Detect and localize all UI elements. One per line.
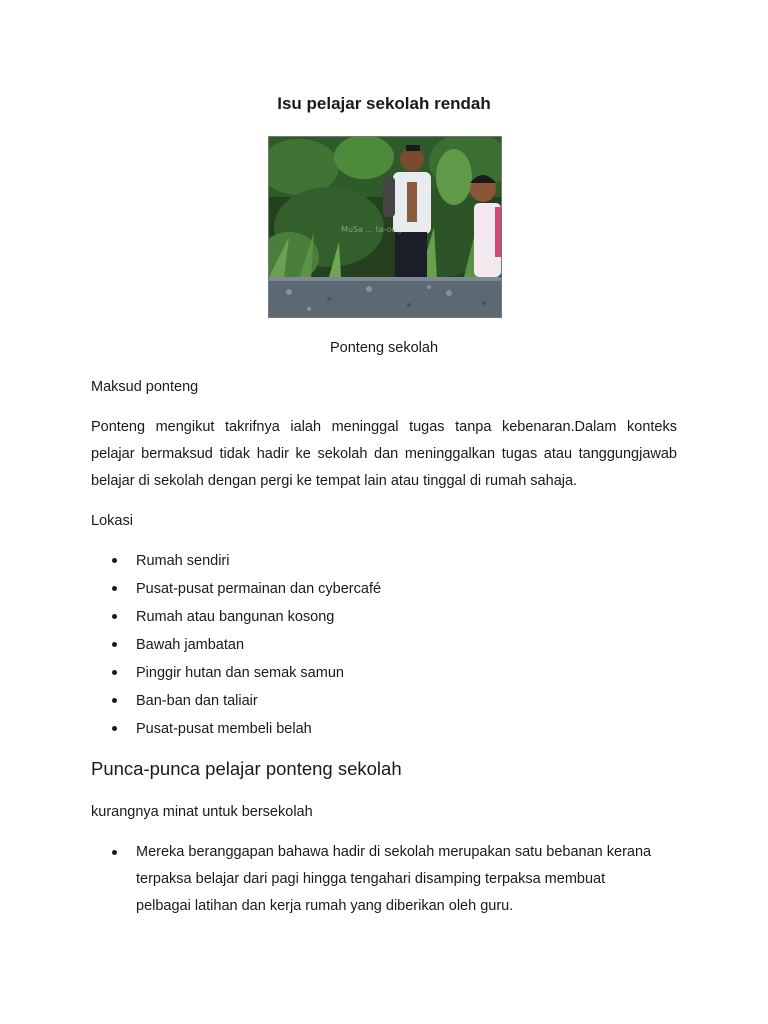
section-sublabel: kurangnya minat untuk bersekolah [91, 804, 313, 820]
section-heading-punca: Punca-punca pelajar ponteng sekolah [91, 758, 402, 779]
document-title: Isu pelajar sekolah rendah [277, 94, 491, 113]
bullet-icon [112, 642, 117, 647]
reason-text [136, 839, 677, 920]
list-item [91, 663, 381, 691]
reason-line: terpaksa belajar dari pagi hingga tengahari disamping terpaksa membuat [136, 871, 606, 887]
list-item-text: Pusat-pusat membeli belah [136, 721, 312, 737]
list-item-text: Rumah atau bangunan kosong [136, 609, 335, 625]
paragraph-line: Ponteng mengikut takrifnya ialah meninggal tugas tanpa kebenaran.Dalam konteks [91, 419, 677, 435]
list-item-text: Pusat-pusat permainan dan cybercafé [136, 581, 382, 597]
list-item [91, 719, 381, 747]
list-item [91, 607, 381, 635]
list-item [91, 691, 381, 719]
bullet-icon [112, 698, 117, 703]
bullet-icon [112, 558, 117, 563]
section-label-maksud: Maksud ponteng [91, 379, 199, 395]
list-item-text: Pinggir hutan dan semak samun [136, 665, 344, 681]
truant-students-photo [268, 136, 502, 318]
section-label-lokasi: Lokasi [91, 513, 133, 529]
list-item [91, 551, 381, 579]
svg-text:MuSa ... ta-ong: MuSa ... ta-ong [341, 225, 402, 234]
list-item-text: Ban-ban dan taliair [136, 693, 258, 709]
bullet-icon [112, 670, 117, 675]
bullet-icon [112, 614, 117, 619]
definition-paragraph [91, 414, 677, 495]
bullet-icon [112, 850, 117, 855]
bullet-icon [112, 586, 117, 591]
paragraph-line: belajar di sekolah dengan pergi ke tempat lain atau tinggal di rumah sahaja. [91, 473, 578, 489]
reason-line: Mereka beranggapan bahawa hadir di sekolah merupakan satu bebanan kerana [136, 844, 652, 860]
location-list [91, 551, 381, 747]
list-item-text: Rumah sendiri [136, 553, 230, 569]
photo-illustration [269, 137, 501, 317]
list-item [91, 579, 381, 607]
list-item-text: Bawah jambatan [136, 637, 245, 653]
paragraph-line: pelajar bermaksud tidak hadir ke sekolah dan meninggalkan tugas atau tanggungjawab [91, 446, 677, 462]
reason-line: pelbagai latihan dan kerja rumah yang diberikan oleh guru. [136, 898, 514, 914]
list-item [91, 635, 381, 663]
image-caption: Ponteng sekolah [329, 340, 439, 356]
bullet-icon [112, 726, 117, 731]
